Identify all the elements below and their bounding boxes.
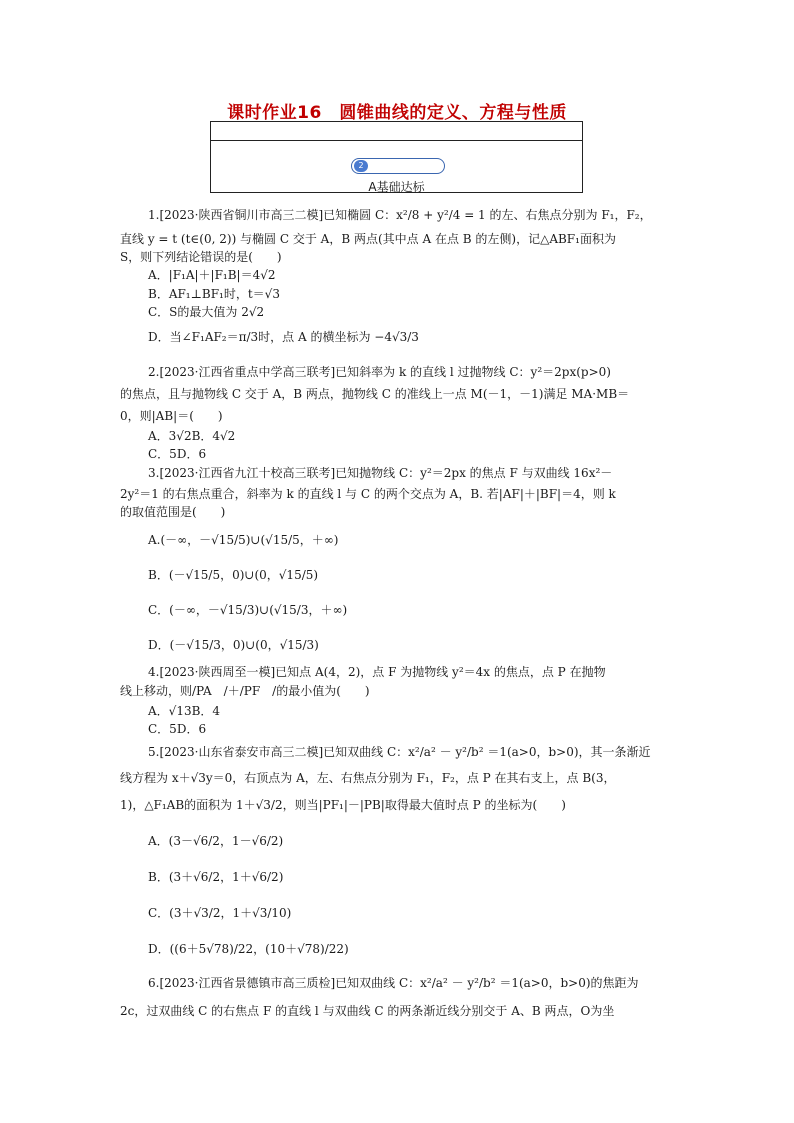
problem-6-line-1: 6.[2023·江西省景德镇市高三质检]已知双曲线 C：x²/a² － y²/b² ＝1(a>0，b>0)的焦距为 — [148, 976, 639, 990]
problem-5-option-b: B．(3＋√6/2，1＋√6/2) — [148, 870, 284, 884]
problem-5-option-d: D．((6＋5√78)/22，(10＋√78)/22) — [148, 942, 349, 956]
problem-1-line-3: S，则下列结论错误的是( ) — [120, 250, 282, 264]
problem-1-line-2: 直线 y = t (t∈(0, 2)) 与椭圆 C 交于 A，B 两点(其中点 A 在点 B 的左侧)，记△ABF₁面积为 — [120, 232, 616, 246]
problem-4-line-1: 4.[2023·陕西周至一模]已知点 A(4，2)，点 F 为抛物线 y²＝4x 的焦点，点 P 在抛物 — [148, 665, 606, 679]
page-title: 课时作业16 圆锥曲线的定义、方程与性质 — [227, 103, 567, 123]
problem-5-line-3: 1)，△F₁AB的面积为 1＋√3/2，则当|PF₁|－|PB|取得最大值时点 P 的坐标为( ) — [120, 798, 566, 812]
problem-1-option-b: B．AF₁⊥BF₁时，t＝√3 — [148, 287, 280, 301]
problem-4-option-ab: A．√13B．4 — [148, 704, 221, 718]
problem-4-line-2: 线上移动，则/PA /＋/PF /的最小值为( ) — [120, 684, 370, 698]
problem-6-line-2: 2c，过双曲线 C 的右焦点 F 的直线 l 与双曲线 C 的两条渐近线分别交于 A、B 两点，O为坐 — [120, 1004, 615, 1018]
problem-1-option-a: A．|F₁A|＋|F₁B|＝4√2 — [148, 268, 276, 282]
section-label: A基础达标 — [368, 180, 425, 194]
problem-4-option-cd: C．5D．6 — [148, 722, 207, 736]
problem-3-option-a: A.(－∞，－√15/5)∪(√15/5，＋∞) — [148, 533, 339, 547]
problem-3-option-c: C．(－∞，－√15/3)∪(√15/3，＋∞) — [148, 603, 348, 617]
problem-5-line-2: 线方程为 x＋√3y＝0，右顶点为 A，左、右焦点分别为 F₁，F₂，点 P 在其右支上，点 B(3， — [120, 771, 616, 785]
problem-5-line-1: 5.[2023·山东省泰安市高三二模]已知双曲线 C：x²/a² － y²/b² ＝1(a>0，b>0)，其一条渐近 — [148, 745, 651, 759]
problem-3-line-3: 的取值范围是( ) — [120, 505, 226, 519]
problem-3-option-d: D．(－√15/3，0)∪(0，√15/3) — [148, 638, 319, 652]
problem-2-option-ab: A．3√2B．4√2 — [148, 429, 236, 443]
problem-1-option-d: D．当∠F₁AF₂＝π/3时，点 A 的横坐标为 −4√3/3 — [148, 330, 419, 344]
problem-2-line-3: 0，则|AB|＝( ) — [120, 409, 223, 423]
header-divider — [211, 140, 582, 141]
problem-5-option-a: A．(3－√6/2，1－√6/2) — [148, 834, 284, 848]
problem-1-option-c: C．S的最大值为 2√2 — [148, 305, 265, 319]
problem-2-line-2: 的焦点，且与抛物线 C 交于 A，B 两点，抛物线 C 的准线上一点 M(－1，－1)满足 MA·MB＝ — [120, 387, 630, 401]
section-pill — [351, 158, 445, 174]
section-badge-icon: 2 — [354, 160, 368, 172]
problem-1-text-1: 已知椭圆 C：x²/8 + y²/4 = 1 的左、右焦点分别为 F₁，F₂， — [323, 208, 652, 222]
section-header-box — [210, 121, 583, 193]
problem-2-line-1: 2.[2023·江西省重点中学高三联考]已知斜率为 k 的直线 l 过抛物线 C：y²＝2px(p>0) — [148, 365, 611, 379]
problem-5-option-c: C．(3＋√3/2，1＋√3/10) — [148, 906, 292, 920]
problem-3-line-2: 2y²＝1 的右焦点重合，斜率为 k 的直线 l 与 C 的两个交点为 A，B. 若|AF|＋|BF|＝4，则 k — [120, 487, 616, 501]
problem-3-option-b: B．(－√15/5，0)∪(0，√15/5) — [148, 568, 319, 582]
problem-2-option-cd: C．5D．6 — [148, 447, 207, 461]
problem-3-line-1: 3.[2023·江西省九江十校高三联考]已知抛物线 C：y²＝2px 的焦点 F 与双曲线 16x²－ — [148, 466, 613, 480]
problem-1-line-1: 1.[2023·陕西省铜川市高三二模]已知椭圆 C：x²/8 + y²/4 = 1 的左、右焦点分别为 F₁，F₂， — [148, 208, 652, 222]
